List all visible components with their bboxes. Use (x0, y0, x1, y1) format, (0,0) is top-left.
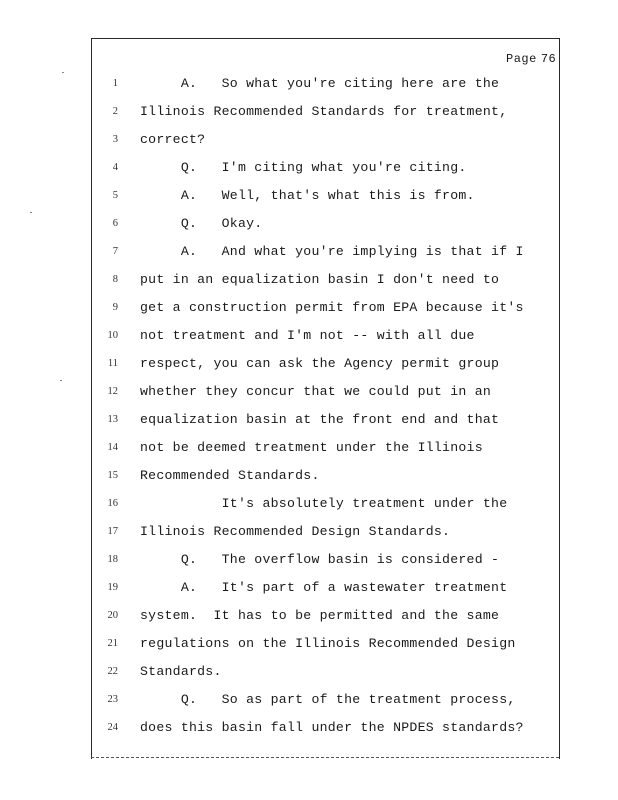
transcript-line (96, 186, 556, 206)
line-number: 21 (107, 638, 118, 649)
line-number: 23 (107, 694, 118, 705)
line-text: Recommended Standards. (140, 468, 320, 483)
transcript-line (96, 606, 556, 626)
transcript-line (96, 354, 556, 374)
line-number: 20 (107, 610, 118, 621)
transcript-line (96, 466, 556, 486)
transcript-line (96, 438, 556, 458)
scan-speck (30, 212, 32, 213)
line-text: get a construction permit from EPA because it's (140, 300, 524, 315)
transcript-line (96, 718, 556, 738)
line-text: respect, you can ask the Agency permit group (140, 356, 500, 371)
line-text: Q. The overflow basin is considered - (140, 552, 500, 567)
line-number: 7 (112, 246, 118, 257)
line-number: 15 (107, 470, 118, 481)
line-text: Q. So as part of the treatment process, (140, 692, 516, 707)
transcript-line (96, 270, 556, 290)
transcript-line (96, 494, 556, 514)
line-text: not treatment and I'm not -- with all due (140, 328, 475, 343)
transcript-line (96, 102, 556, 122)
line-number: 17 (107, 526, 118, 537)
line-number: 10 (107, 330, 118, 341)
line-number: 2 (112, 106, 118, 117)
line-text: system. It has to be permitted and the same (140, 608, 500, 623)
page-number: 76 (540, 52, 557, 66)
line-number: 5 (112, 190, 118, 201)
transcript-line (96, 690, 556, 710)
transcript-line (96, 74, 556, 94)
transcript-line (96, 634, 556, 654)
line-text: Standards. (140, 664, 222, 679)
line-number: 13 (107, 414, 118, 425)
scan-speck (60, 380, 62, 381)
line-text: whether they concur that we could put in an (140, 384, 492, 399)
line-text: not be deemed treatment under the Illinois (140, 440, 483, 455)
transcript-line (96, 158, 556, 178)
scan-speck (62, 72, 64, 73)
line-number: 14 (107, 442, 118, 453)
line-text: Q. I'm citing what you're citing. (140, 160, 467, 175)
line-number: 16 (107, 498, 118, 509)
line-number: 18 (107, 554, 118, 565)
line-number: 24 (107, 722, 118, 733)
line-number: 3 (112, 134, 118, 145)
line-text: equalization basin at the front end and that (140, 412, 500, 427)
line-number: 22 (107, 666, 118, 677)
line-text: A. And what you're implying is that if I (140, 244, 524, 259)
transcript-line (96, 550, 556, 570)
line-number: 12 (107, 386, 118, 397)
transcript-line (96, 326, 556, 346)
page-bottom-rule (91, 757, 559, 758)
transcript-line (96, 410, 556, 430)
line-text: does this basin fall under the NPDES standards? (140, 720, 524, 735)
transcript-line (96, 298, 556, 318)
line-text: A. Well, that's what this is from. (140, 188, 475, 203)
transcript-line (96, 662, 556, 682)
line-text: A. It's part of a wastewater treatment (140, 580, 508, 595)
line-number: 8 (112, 274, 118, 285)
line-number: 1 (112, 78, 118, 89)
line-number: 19 (107, 582, 118, 593)
line-number: 6 (112, 218, 118, 229)
transcript-line (96, 382, 556, 402)
line-text: Q. Okay. (140, 216, 263, 231)
line-text: It's absolutely treatment under the (140, 496, 508, 511)
line-number: 4 (112, 162, 118, 173)
transcript-line (96, 242, 556, 262)
transcript-line (96, 214, 556, 234)
transcript-line (96, 522, 556, 542)
line-text: Illinois Recommended Standards for treatment, (140, 104, 508, 119)
line-text: A. So what you're citing here are the (140, 76, 500, 91)
line-number: 9 (112, 302, 118, 313)
transcript-line (96, 578, 556, 598)
page-header (506, 52, 556, 66)
line-text: correct? (140, 132, 206, 147)
line-text: regulations on the Illinois Recommended Design (140, 636, 516, 651)
page-label: Page (506, 52, 537, 66)
line-text: put in an equalization basin I don't need to (140, 272, 500, 287)
line-text: Illinois Recommended Design Standards. (140, 524, 451, 539)
line-number: 11 (107, 358, 118, 369)
transcript-line (96, 130, 556, 150)
